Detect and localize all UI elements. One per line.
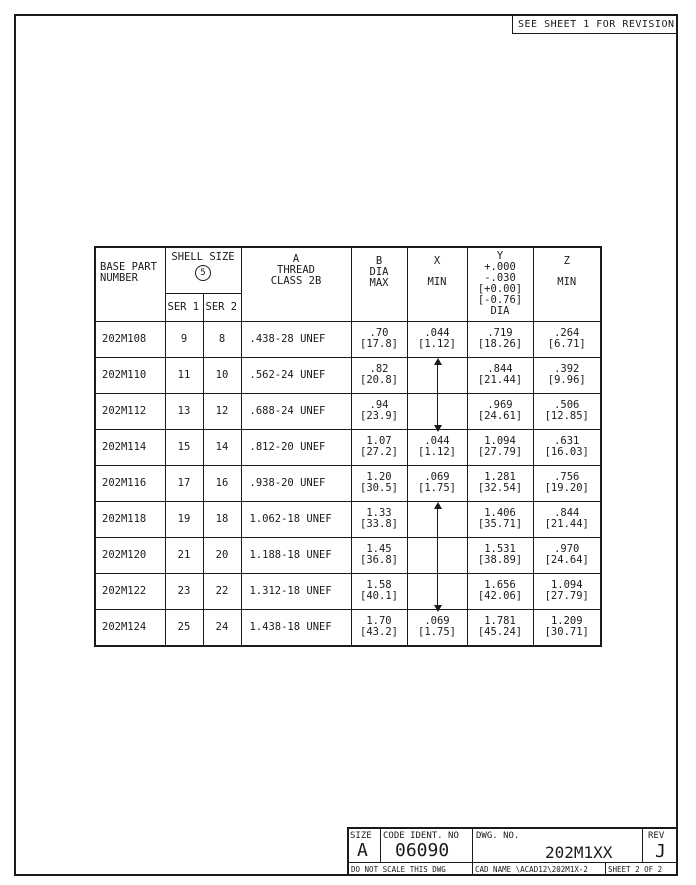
thread-spec: 1.438-18 UNEF bbox=[241, 609, 351, 646]
header-shell-size: SHELL SIZE 5 bbox=[165, 247, 241, 293]
dim-y: 1.094 [27.79] bbox=[467, 429, 533, 465]
dim-z: .631 [16.03] bbox=[533, 429, 601, 465]
size-cell bbox=[349, 829, 381, 863]
part-number: 202M120 bbox=[95, 537, 165, 573]
dim-b: 1.20 [30.5] bbox=[351, 465, 407, 501]
dim-z: 1.094 [27.79] bbox=[533, 573, 601, 609]
dim-z: .844 [21.44] bbox=[533, 501, 601, 537]
dim-z: .506 [12.85] bbox=[533, 393, 601, 429]
table-row bbox=[95, 357, 601, 393]
part-number: 202M110 bbox=[95, 357, 165, 393]
thread-spec: 1.062-18 UNEF bbox=[241, 501, 351, 537]
dim-b: .70 [17.8] bbox=[351, 321, 407, 357]
dim-x-range bbox=[407, 501, 467, 537]
table-row bbox=[95, 429, 601, 465]
rev-cell bbox=[643, 829, 678, 863]
dim-y: 1.531 [38.89] bbox=[467, 537, 533, 573]
shell-size-ser2: 16 bbox=[203, 465, 241, 501]
part-number: 202M122 bbox=[95, 573, 165, 609]
thread-spec: 1.188-18 UNEF bbox=[241, 537, 351, 573]
dim-z: .392 [9.96] bbox=[533, 357, 601, 393]
shell-size-ser1: 17 bbox=[165, 465, 203, 501]
dim-b: 1.70 [43.2] bbox=[351, 609, 407, 646]
dim-x-range bbox=[407, 537, 467, 573]
part-number: 202M124 bbox=[95, 609, 165, 646]
scale-note: DO NOT SCALE THIS DWG bbox=[349, 863, 473, 876]
dim-x: .069 [1.75] bbox=[407, 609, 467, 646]
header-a-thread: A THREAD CLASS 2B bbox=[241, 247, 351, 321]
table-row bbox=[95, 393, 601, 429]
shell-size-ser2: 18 bbox=[203, 501, 241, 537]
dwg-no-cell bbox=[473, 829, 643, 863]
thread-spec: .688-24 UNEF bbox=[241, 393, 351, 429]
shell-size-ser2: 14 bbox=[203, 429, 241, 465]
dim-b: .82 [20.8] bbox=[351, 357, 407, 393]
part-number: 202M118 bbox=[95, 501, 165, 537]
dim-x-range bbox=[407, 357, 467, 393]
shell-size-ser1: 21 bbox=[165, 537, 203, 573]
dim-z: 1.209 [30.71] bbox=[533, 609, 601, 646]
rev-label: REV bbox=[648, 831, 665, 841]
dim-z: .264 [6.71] bbox=[533, 321, 601, 357]
thread-spec: .562-24 UNEF bbox=[241, 357, 351, 393]
dim-b: 1.07 [27.2] bbox=[351, 429, 407, 465]
dwg-no-value: 202M1XX bbox=[545, 843, 613, 862]
cad-name: CAD NAME \ACAD12\202M1X-2 bbox=[473, 863, 606, 876]
dim-b: 1.58 [40.1] bbox=[351, 573, 407, 609]
thread-spec: .812-20 UNEF bbox=[241, 429, 351, 465]
shell-size-ser2: 20 bbox=[203, 537, 241, 573]
table-row bbox=[95, 465, 601, 501]
table-row bbox=[95, 501, 601, 537]
dimension-table bbox=[94, 246, 602, 647]
shell-size-ser2: 8 bbox=[203, 321, 241, 357]
dim-y: .719 [18.26] bbox=[467, 321, 533, 357]
code-ident-cell bbox=[381, 829, 473, 863]
thread-spec: 1.312-18 UNEF bbox=[241, 573, 351, 609]
header-base-part-number: BASE PART NUMBER bbox=[95, 247, 165, 321]
size-value: A bbox=[357, 840, 368, 861]
dim-z: .756 [19.20] bbox=[533, 465, 601, 501]
dim-b: 1.45 [36.8] bbox=[351, 537, 407, 573]
shell-size-ser1: 25 bbox=[165, 609, 203, 646]
dim-y: 1.781 [45.24] bbox=[467, 609, 533, 646]
dim-z: .970 [24.64] bbox=[533, 537, 601, 573]
rev-value: J bbox=[655, 841, 666, 862]
dwg-no-label: DWG. NO. bbox=[476, 831, 520, 841]
header-b-dia: B DIA MAX bbox=[351, 247, 407, 321]
shell-size-ser2: 10 bbox=[203, 357, 241, 393]
dim-y: 1.656 [42.06] bbox=[467, 573, 533, 609]
header-ser1: SER 1 bbox=[165, 293, 203, 321]
dim-x: .044 [1.12] bbox=[407, 429, 467, 465]
code-ident-value: 06090 bbox=[395, 840, 450, 861]
dim-y: 1.281 [32.54] bbox=[467, 465, 533, 501]
header-ser2: SER 2 bbox=[203, 293, 241, 321]
dim-b: 1.33 [33.8] bbox=[351, 501, 407, 537]
dim-y: .844 [21.44] bbox=[467, 357, 533, 393]
shell-size-ser1: 9 bbox=[165, 321, 203, 357]
sheet-number: SHEET 2 OF 2 bbox=[608, 865, 663, 874]
dim-b: .94 [23.9] bbox=[351, 393, 407, 429]
header-x-min: X MIN bbox=[407, 247, 467, 321]
shell-size-ser1: 23 bbox=[165, 573, 203, 609]
dim-y: 1.406 [35.71] bbox=[467, 501, 533, 537]
dim-y: .969 [24.61] bbox=[467, 393, 533, 429]
shell-size-ser1: 11 bbox=[165, 357, 203, 393]
dim-x-range bbox=[407, 393, 467, 429]
part-number: 202M114 bbox=[95, 429, 165, 465]
header-y-dia: Y +.000 -.030 [+0.00] [-0.76] DIA bbox=[467, 247, 533, 321]
revision-note: SEE SHEET 1 FOR REVISION bbox=[512, 16, 678, 34]
table-row bbox=[95, 321, 601, 357]
part-number: 202M108 bbox=[95, 321, 165, 357]
dim-x-range bbox=[407, 573, 467, 609]
shell-size-ser2: 24 bbox=[203, 609, 241, 646]
shell-size-ser1: 13 bbox=[165, 393, 203, 429]
code-ident-label: CODE IDENT. NO bbox=[383, 831, 459, 841]
dim-x: .044 [1.12] bbox=[407, 321, 467, 357]
table-row bbox=[95, 573, 601, 609]
shell-size-ser2: 22 bbox=[203, 573, 241, 609]
table-row bbox=[95, 537, 601, 573]
part-number: 202M112 bbox=[95, 393, 165, 429]
title-block bbox=[347, 827, 678, 876]
shell-size-ser2: 12 bbox=[203, 393, 241, 429]
thread-spec: .438-28 UNEF bbox=[241, 321, 351, 357]
shell-size-ser1: 15 bbox=[165, 429, 203, 465]
shell-size-ser1: 19 bbox=[165, 501, 203, 537]
dim-x: .069 [1.75] bbox=[407, 465, 467, 501]
thread-spec: .938-20 UNEF bbox=[241, 465, 351, 501]
part-number: 202M116 bbox=[95, 465, 165, 501]
table-row bbox=[95, 609, 601, 646]
shell-size-note-circle: 5 bbox=[195, 265, 211, 281]
header-z-min: Z MIN bbox=[533, 247, 601, 321]
size-label: SIZE bbox=[350, 831, 372, 841]
